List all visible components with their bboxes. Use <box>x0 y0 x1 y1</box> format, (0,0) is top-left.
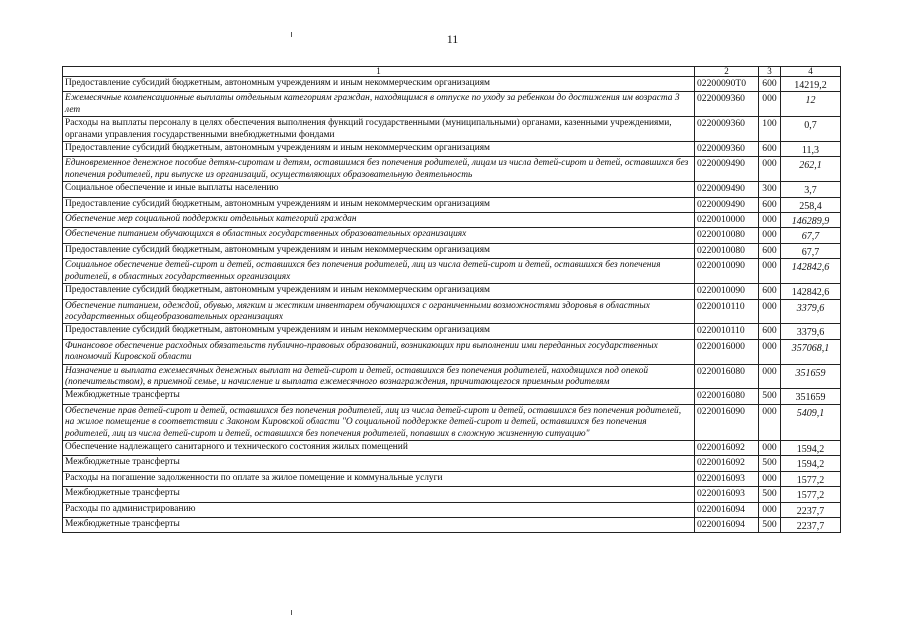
row-code: 0220009360 <box>695 142 759 157</box>
row-code: 0220009490 <box>695 197 759 212</box>
row-code: 0220016090 <box>695 404 759 440</box>
row-expense-type: 000 <box>759 502 781 517</box>
table-row <box>63 259 841 284</box>
row-name: Межбюджетные трансферты <box>63 487 695 502</box>
row-name: Обеспечение мер социальной поддержки отдельных категорий граждан <box>63 213 695 228</box>
row-expense-type: 500 <box>759 389 781 404</box>
table-row <box>63 502 841 517</box>
table-row <box>63 324 841 339</box>
row-code: 0220016092 <box>695 440 759 455</box>
table-row <box>63 456 841 471</box>
page-number: 11 <box>446 32 459 46</box>
row-name: Обеспечение питанием обучающихся в областных государственных образовательных организациях <box>63 228 695 243</box>
row-expense-type: 500 <box>759 456 781 471</box>
row-expense-type: 000 <box>759 228 781 243</box>
row-name: Расходы на погашение задолженности по оплате за жилое помещение и коммунальные услуги <box>63 471 695 486</box>
row-name: Назначение и выплата ежемесячных денежных выплат на детей-сирот и детей, оставшихся без попечения родителей, находящихся под опекой (попечительством), в приемной семье, и начисление и выплата ежемесячного вознаграждения, причитающегося приемным родителям <box>63 364 695 389</box>
row-name: Межбюджетные трансферты <box>63 389 695 404</box>
column-header: 3 <box>759 67 781 77</box>
row-amount: 262,1 <box>781 157 841 182</box>
row-name: Расходы на выплаты персоналу в целях обеспечения выполнения функций государственными (муниципальными) органами, казенными учреждениями, органами управления государственными внебюджетными фондами <box>63 117 695 142</box>
row-amount: 3379,6 <box>781 324 841 339</box>
row-expense-type: 000 <box>759 339 781 364</box>
row-expense-type: 000 <box>759 299 781 324</box>
row-amount: 258,4 <box>781 197 841 212</box>
row-code: 0220016093 <box>695 471 759 486</box>
row-expense-type: 000 <box>759 404 781 440</box>
table-row <box>63 487 841 502</box>
row-amount: 1577,2 <box>781 471 841 486</box>
row-name: Единовременное денежное пособие детям-сиротам и детям, оставшимся без попечения родителей, лицам из числа детей-сирот и детей, оставшихся без попечения родителей, при выпуске из организаций, осуществляющих образовательную деятельность <box>63 157 695 182</box>
row-code: 0220016080 <box>695 389 759 404</box>
row-expense-type: 600 <box>759 284 781 299</box>
row-code: 0220010080 <box>695 243 759 258</box>
row-name: Межбюджетные трансферты <box>63 456 695 471</box>
row-expense-type: 000 <box>759 213 781 228</box>
table-row <box>63 92 841 117</box>
row-name: Социальное обеспечение и иные выплаты населению <box>63 182 695 197</box>
row-name: Обеспечение надлежащего санитарного и технического состояния жилых помещений <box>63 440 695 455</box>
table-row <box>63 197 841 212</box>
row-amount: 357068,1 <box>781 339 841 364</box>
row-code: 0220016094 <box>695 502 759 517</box>
table-row <box>63 404 841 440</box>
row-expense-type: 000 <box>759 471 781 486</box>
budget-table <box>62 66 841 533</box>
scan-mark <box>291 610 292 615</box>
column-header: 4 <box>781 67 841 77</box>
row-code: 0220009360 <box>695 117 759 142</box>
row-amount: 2237,7 <box>781 502 841 517</box>
row-expense-type: 000 <box>759 157 781 182</box>
table-row <box>63 243 841 258</box>
table-row <box>63 213 841 228</box>
table-row <box>63 440 841 455</box>
row-amount: 3379,6 <box>781 299 841 324</box>
row-name: Финансовое обеспечение расходных обязательств публично-правовых образований, возникающих при выполнении ими переданных государственных полномочий Кировской области <box>63 339 695 364</box>
row-code: 0220010080 <box>695 228 759 243</box>
row-expense-type: 600 <box>759 77 781 92</box>
row-code: 0220010110 <box>695 324 759 339</box>
row-name: Ежемесячные компенсационные выплаты отдельным категориям граждан, находящимся в отпуске по уходу за ребенком до достижения им возраста 3 лет <box>63 92 695 117</box>
table-row <box>63 284 841 299</box>
table-row <box>63 157 841 182</box>
row-expense-type: 500 <box>759 518 781 533</box>
row-expense-type: 000 <box>759 259 781 284</box>
row-name: Предоставление субсидий бюджетным, автономным учреждениям и иным некоммерческим организациям <box>63 142 695 157</box>
row-amount: 5409,1 <box>781 404 841 440</box>
row-code: 0220010110 <box>695 299 759 324</box>
row-amount: 11,3 <box>781 142 841 157</box>
row-code: 0220010000 <box>695 213 759 228</box>
row-amount: 67,7 <box>781 228 841 243</box>
column-header: 2 <box>695 67 759 77</box>
table-row <box>63 518 841 533</box>
column-header: 1 <box>63 67 695 77</box>
row-name: Предоставление субсидий бюджетным, автономным учреждениям и иным некоммерческим организациям <box>63 284 695 299</box>
row-code: 0220009490 <box>695 182 759 197</box>
row-code: 0220016092 <box>695 456 759 471</box>
row-name: Межбюджетные трансферты <box>63 518 695 533</box>
row-code: 0220016080 <box>695 364 759 389</box>
row-expense-type: 100 <box>759 117 781 142</box>
row-code: 0220016093 <box>695 487 759 502</box>
row-code: 0220010090 <box>695 259 759 284</box>
row-name: Обеспечение прав детей-сирот и детей, оставшихся без попечения родителей, лиц из числа детей-сирот и детей, оставшихся без попечения родителей, на жилое помещение в соответствии с Законом Кировской области "О социальной поддержке детей-сирот и детей, оставшихся без попечения родителей, лиц из числа детей-сирот и детей, оставшихся без попечения родителей, попавших в сложную жизненную ситуацию" <box>63 404 695 440</box>
table-row <box>63 142 841 157</box>
row-amount: 67,7 <box>781 243 841 258</box>
row-name: Предоставление субсидий бюджетным, автономным учреждениям и иным некоммерческим организациям <box>63 77 695 92</box>
row-expense-type: 600 <box>759 142 781 157</box>
row-name: Расходы по администрированию <box>63 502 695 517</box>
row-amount: 3,7 <box>781 182 841 197</box>
table-row <box>63 182 841 197</box>
row-expense-type: 300 <box>759 182 781 197</box>
table-row <box>63 389 841 404</box>
scan-mark <box>291 32 292 37</box>
row-code: 02200090T0 <box>695 77 759 92</box>
row-amount: 1594,2 <box>781 456 841 471</box>
row-amount: 0,7 <box>781 117 841 142</box>
table-row <box>63 228 841 243</box>
row-name: Предоставление субсидий бюджетным, автономным учреждениям и иным некоммерческим организациям <box>63 243 695 258</box>
row-amount: 1577,2 <box>781 487 841 502</box>
row-name: Предоставление субсидий бюджетным, автономным учреждениям и иным некоммерческим организациям <box>63 197 695 212</box>
row-expense-type: 000 <box>759 364 781 389</box>
table-row <box>63 299 841 324</box>
table-row <box>63 77 841 92</box>
row-amount: 2237,7 <box>781 518 841 533</box>
row-expense-type: 600 <box>759 197 781 212</box>
table-row <box>63 339 841 364</box>
row-code: 0220016000 <box>695 339 759 364</box>
row-amount: 351659 <box>781 364 841 389</box>
table-body <box>63 77 841 533</box>
row-expense-type: 600 <box>759 243 781 258</box>
row-expense-type: 600 <box>759 324 781 339</box>
row-expense-type: 000 <box>759 92 781 117</box>
row-expense-type: 000 <box>759 440 781 455</box>
row-amount: 14219,2 <box>781 77 841 92</box>
row-name: Обеспечение питанием, одеждой, обувью, мягким и жестким инвентарем обучающихся с ограниченными возможностями здоровья в областных государственных общеобразовательных организациях <box>63 299 695 324</box>
row-amount: 146289,9 <box>781 213 841 228</box>
table-row <box>63 471 841 486</box>
row-code: 0220009360 <box>695 92 759 117</box>
table-header-row <box>63 67 841 77</box>
row-amount: 142842,6 <box>781 284 841 299</box>
table-row <box>63 117 841 142</box>
table-row <box>63 364 841 389</box>
row-amount: 12 <box>781 92 841 117</box>
row-amount: 142842,6 <box>781 259 841 284</box>
row-name: Предоставление субсидий бюджетным, автономным учреждениям и иным некоммерческим организациям <box>63 324 695 339</box>
row-expense-type: 500 <box>759 487 781 502</box>
row-name: Социальное обеспечение детей-сирот и детей, оставшихся без попечения родителей, лиц из числа детей-сирот и детей, оставшихся без попечения родителей, в областных государственных организациях <box>63 259 695 284</box>
row-code: 0220016094 <box>695 518 759 533</box>
row-amount: 351659 <box>781 389 841 404</box>
row-code: 0220009490 <box>695 157 759 182</box>
row-code: 0220010090 <box>695 284 759 299</box>
row-amount: 1594,2 <box>781 440 841 455</box>
